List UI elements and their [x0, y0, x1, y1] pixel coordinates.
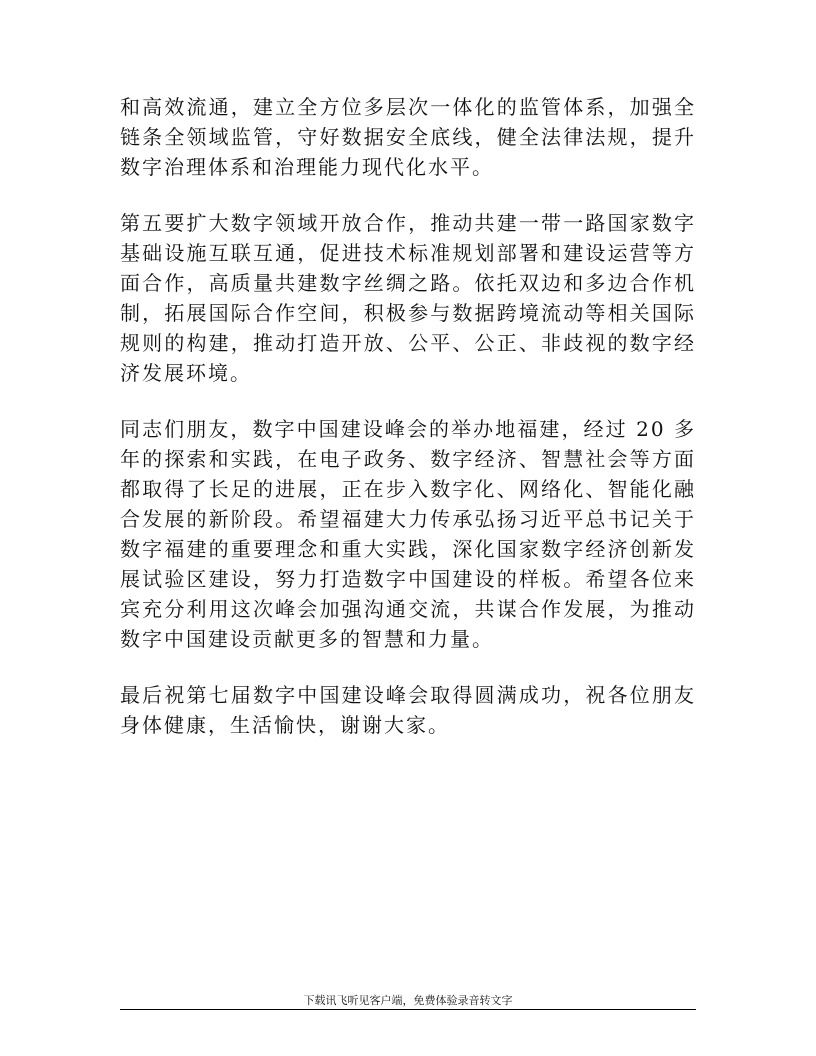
document-body — [120, 92, 696, 766]
paragraph-1: 和高效流通，建立全方位多层次一体化的监管体系，加强全链条全领域监管，守好数据安全底线，健全法律法规，提升数字治理体系和治理能力现代化水平。 — [120, 95, 696, 179]
paragraph-4: 最后祝第七届数字中国建设峰会取得圆满成功，祝各位朋友身体健康，生活愉快，谢谢大家。 — [120, 683, 696, 737]
page-footer: 下载讯飞听见客户端，免费体验录音转文字 — [120, 994, 696, 1010]
paragraph-3: 同志们朋友，数字中国建设峰会的举办地福建，经过 20 多年的探索和实践，在电子政务、数字经济、智慧社会等方面都取得了长足的进展，正在步入数字化、网络化、智能化融合发展的新阶段。希望福建大力传承弘扬习近平总书记关于数字福建的重要理念和重大实践，深化国家数字经济创新发展试验区建设，努力打造数字中国建设的样板。希望各位来宾充分利用这次峰会加强沟通交流，共谋合作发展，为推动数字中国建设贡献更多的智慧和力量。 — [120, 417, 696, 651]
paragraph-2: 第五要扩大数字领域开放合作，推动共建一带一路国家数字基础设施互联互通，促进技术标准规划部署和建设运营等方面合作，高质量共建数字丝绸之路。依托双边和多边合作机制，拓展国际合作空间，积极参与数据跨境流动等相关国际规则的构建，推动打造开放、公平、公正、非歧视的数字经济发展环境。 — [120, 211, 696, 385]
